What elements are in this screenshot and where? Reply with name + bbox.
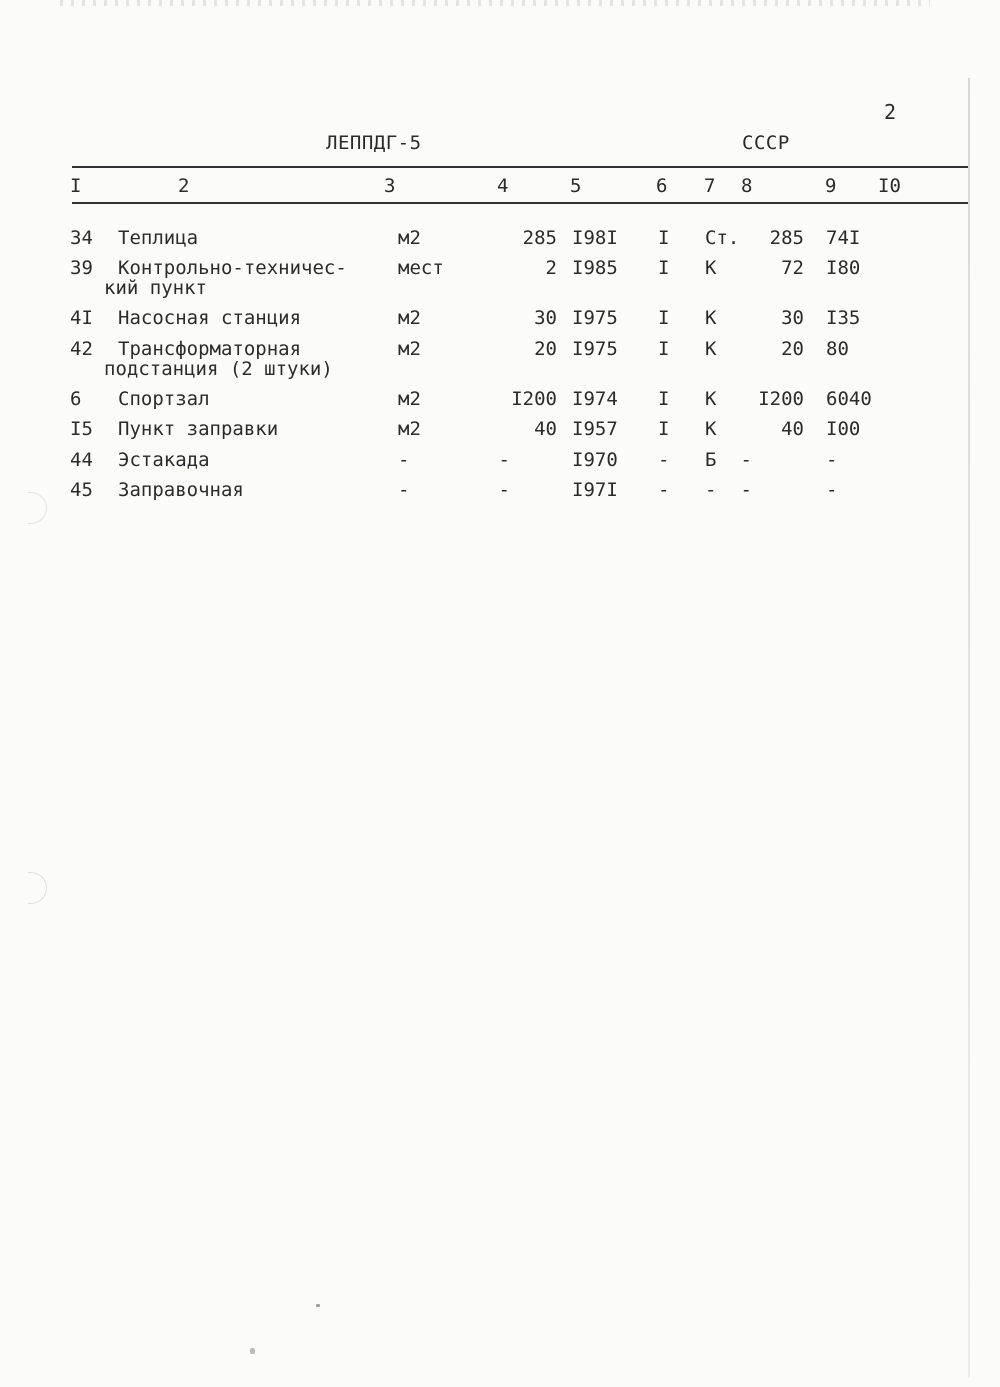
- quantity-cell: I200: [511, 388, 557, 410]
- quantity-cell: 2: [545, 257, 557, 279]
- object-name: Заправочная: [118, 479, 244, 501]
- column-8-cell: 40: [781, 418, 804, 440]
- column-6-cell: I: [658, 227, 670, 249]
- unit-cell: м2: [398, 227, 421, 249]
- column-6-cell: I: [658, 307, 670, 329]
- column-header: 4: [497, 175, 509, 197]
- column-8-cell: I200: [758, 388, 804, 410]
- material-cell: К: [705, 257, 717, 279]
- value-cell: 80: [826, 338, 849, 360]
- column-header: I0: [878, 175, 901, 197]
- quantity-cell: -: [498, 449, 510, 471]
- row-number: 39: [70, 257, 93, 279]
- value-cell: I80: [826, 257, 861, 279]
- material-cell: К: [705, 388, 717, 410]
- unit-cell: мест: [398, 257, 444, 279]
- row-number: 6: [70, 388, 82, 410]
- material-cell: -: [705, 479, 717, 501]
- material-cell: К: [705, 338, 717, 360]
- unit-cell: -: [398, 449, 410, 471]
- column-6-cell: -: [658, 479, 670, 501]
- column-6-cell: I: [658, 388, 670, 410]
- object-name: Трансформаторная: [118, 338, 302, 360]
- value-cell: I35: [826, 307, 861, 329]
- column-8-cell: -: [740, 449, 752, 471]
- quantity-cell: 20: [534, 338, 557, 360]
- material-cell: Б: [705, 449, 717, 471]
- punch-hole-mark: [28, 492, 47, 524]
- column-6-cell: I: [658, 418, 670, 440]
- unit-cell: м2: [398, 338, 421, 360]
- table-header-rule: [72, 202, 968, 204]
- unit-cell: м2: [398, 388, 421, 410]
- column-header: 7: [704, 175, 716, 197]
- column-6-cell: -: [658, 449, 670, 471]
- year-cell: I97I: [572, 479, 618, 501]
- year-cell: I975: [572, 338, 618, 360]
- value-cell: 6040: [826, 388, 872, 410]
- value-cell: I00: [826, 418, 861, 440]
- punch-hole-mark: [28, 872, 47, 904]
- year-cell: I985: [572, 257, 618, 279]
- year-cell: I974: [572, 388, 618, 410]
- column-6-cell: I: [658, 338, 670, 360]
- value-cell: -: [826, 479, 838, 501]
- column-header: 2: [178, 175, 190, 197]
- object-name: Эстакада: [118, 449, 210, 471]
- material-cell: К: [705, 418, 717, 440]
- row-number: 4I: [70, 307, 93, 329]
- unit-cell: -: [398, 479, 410, 501]
- header-country: СССР: [742, 132, 790, 154]
- quantity-cell: -: [498, 479, 510, 501]
- object-name: Спортзал: [118, 388, 210, 410]
- column-8-cell: 285: [769, 227, 804, 249]
- year-cell: I98I: [572, 227, 618, 249]
- year-cell: I970: [572, 449, 618, 471]
- unit-cell: м2: [398, 307, 421, 329]
- scan-noise: [60, 0, 930, 6]
- value-cell: -: [826, 449, 838, 471]
- unit-cell: м2: [398, 418, 421, 440]
- column-header: I: [70, 175, 82, 197]
- row-number: 34: [70, 227, 93, 249]
- paper-speck: [316, 1304, 320, 1307]
- header-code: ЛЕППДГ-5: [326, 132, 422, 154]
- column-header: 3: [384, 175, 396, 197]
- row-number: 45: [70, 479, 93, 501]
- quantity-cell: 30: [534, 307, 557, 329]
- paper-speck: [250, 1348, 255, 1354]
- object-name: Контрольно-техничес-: [118, 257, 347, 279]
- year-cell: I957: [572, 418, 618, 440]
- material-cell: Ст.: [705, 227, 740, 249]
- object-name: Теплица: [118, 227, 199, 249]
- quantity-cell: 285: [522, 227, 557, 249]
- row-number: I5: [70, 418, 93, 440]
- material-cell: К: [705, 307, 717, 329]
- object-name: Пункт заправки: [118, 418, 279, 440]
- column-header: 9: [825, 175, 837, 197]
- page-number: 2: [884, 100, 897, 124]
- column-header: 5: [570, 175, 582, 197]
- year-cell: I975: [572, 307, 618, 329]
- column-8-cell: 20: [781, 338, 804, 360]
- object-name: кий пункт: [104, 277, 207, 299]
- row-number: 42: [70, 338, 93, 360]
- column-header: 6: [656, 175, 668, 197]
- value-cell: 74I: [826, 227, 861, 249]
- object-name: Насосная станция: [118, 307, 302, 329]
- table-top-rule: [72, 166, 968, 168]
- column-8-cell: 30: [781, 307, 804, 329]
- row-number: 44: [70, 449, 93, 471]
- page-edge-shadow: [968, 78, 970, 1378]
- column-8-cell: -: [740, 479, 752, 501]
- column-header: 8: [741, 175, 753, 197]
- quantity-cell: 40: [534, 418, 557, 440]
- object-name: подстанция (2 штуки): [104, 358, 333, 380]
- column-8-cell: 72: [781, 257, 804, 279]
- column-6-cell: I: [658, 257, 670, 279]
